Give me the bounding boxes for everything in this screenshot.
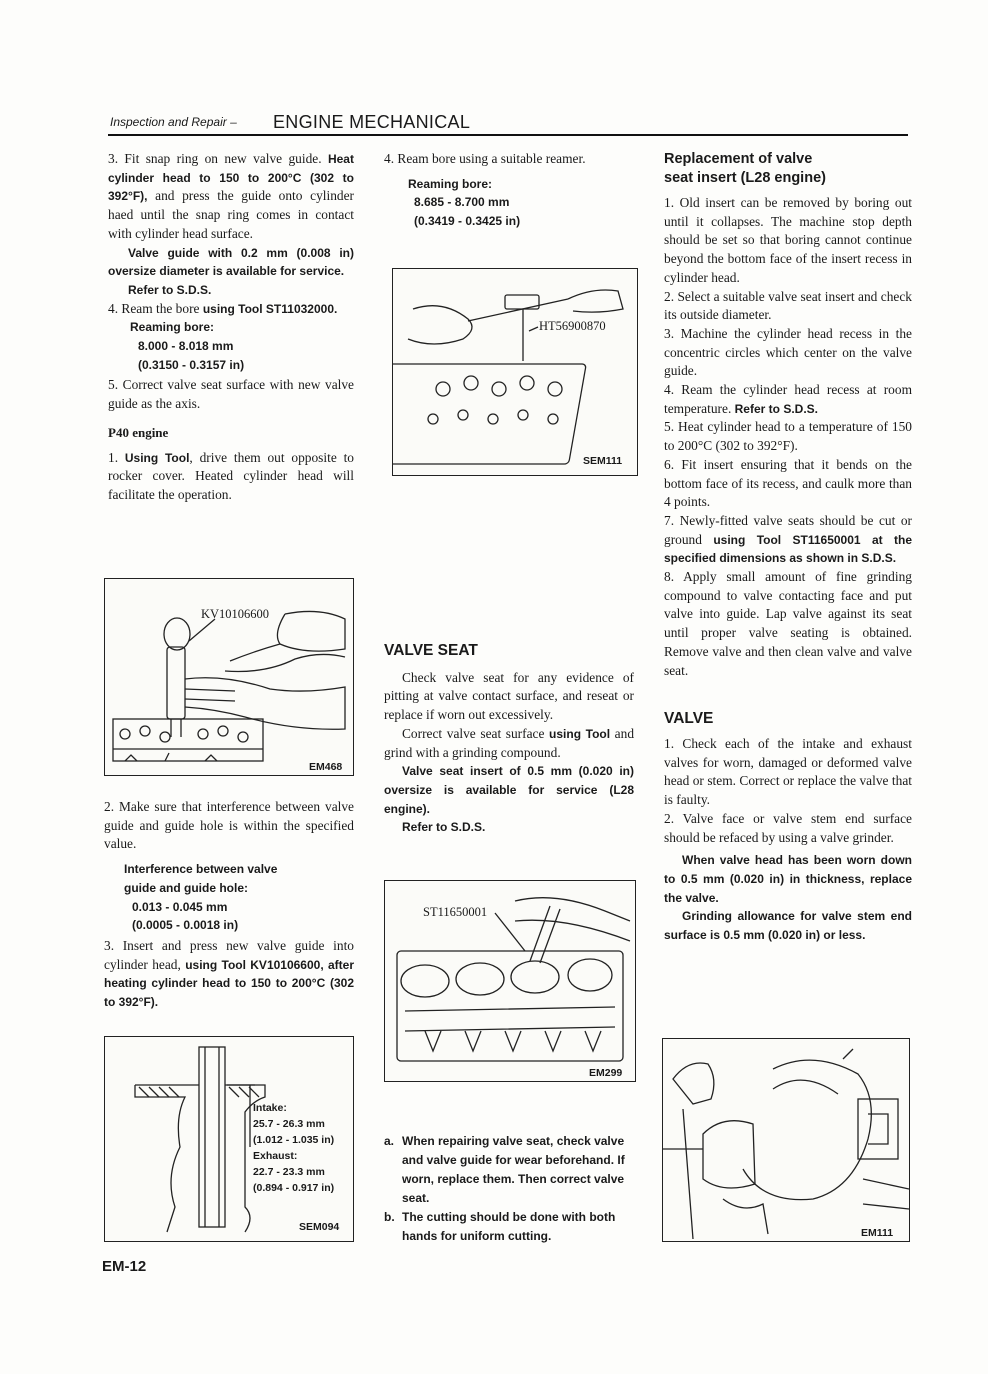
column-1-top: [108, 150, 354, 505]
fig2-exhaust-label: Exhaust:: [253, 1150, 298, 1162]
section-label: Inspection and Repair –: [110, 115, 237, 129]
fig4-tool-label: ST11650001: [423, 905, 488, 919]
step-2-interference: 2. Make sure that interference between valve guide and guide hole is within the specified value.: [104, 799, 354, 852]
r-step-4: 4. Ream the cylinder head recess at room temperature. Refer to S.D.S.: [664, 382, 912, 416]
column-1-middle: [104, 798, 354, 1012]
r-step-8: 8. Apply small amount of fine grinding compound to valve contacting face and put valve into guide. Lap valve against its seat until proper valve seating is obtained. Remove valve and then clean valve and valve seat.: [664, 569, 912, 678]
interference-label-1: Interference between valve: [124, 862, 278, 877]
page-header: [108, 108, 908, 136]
fig3-code: SEM111: [583, 455, 623, 467]
r-step-3: 3. Machine the cylinder head recess in the concentric circles which center on the valve guide.: [664, 325, 912, 379]
vs-oversize-note: Valve seat insert of 0.5 mm (0.020 in) oversize is available for service (L28 engine).: [384, 764, 634, 816]
fig5-code: EM111: [861, 1227, 894, 1239]
page-number: EM-12: [102, 1258, 147, 1275]
valve-seat-heading: VALVE SEAT: [384, 642, 478, 659]
v-grind-allowance: Grinding allowance for valve stem end surface is 0.5 mm (0.020 in) or less.: [664, 909, 912, 943]
fig1-tool-label: KV10106600: [201, 607, 270, 621]
v-warning: When valve head has been worn down to 0.5 mm (0.020 in) in thickness, replace the valve.: [664, 853, 912, 905]
note-b-text: The cutting should be done with both hands for uniform cutting.: [402, 1210, 616, 1243]
v-step-2: 2. Valve face or valve stem end surface should be refaced by using a valve grinder.: [664, 810, 912, 845]
interference-label-2: guide and guide hole:: [124, 880, 248, 895]
note-a-text: When repairing valve seat, check valve and valve guide for wear beforehand. If worn, replace them. Then correct valve seat.: [402, 1134, 625, 1205]
interference-mm: 0.013 - 0.045 mm: [132, 899, 228, 914]
reaming-bore-in: (0.3150 - 0.3157 in): [138, 357, 245, 372]
c2-reaming-mm: 8.685 - 8.700 mm: [414, 195, 510, 210]
note-b: [384, 1208, 634, 1246]
chapter-title: ENGINE MECHANICAL: [273, 112, 471, 132]
r-step-6: 6. Fit insert ensuring that it bends on the bottom face of its recess, and caulk more than 4 points.: [664, 456, 912, 510]
fig2-intake-label: Intake:: [253, 1102, 287, 1114]
fig2-exhaust-mm: 22.7 - 23.3 mm: [253, 1166, 325, 1178]
step-4-ream: 4. Ream the bore using Tool ST11032000.: [108, 300, 338, 316]
note-a-mark: a.: [384, 1134, 395, 1148]
step-4-ream-p40: 4. Ream bore using a suitable reamer.: [384, 151, 586, 166]
figure-reamer-tool: [392, 268, 638, 476]
fig2-code: SEM094: [299, 1221, 340, 1233]
r-step-1: 1. Old insert can be removed by boring out until it collapses. The machine stop depth should be set so that boring cannot continue beyond the bottom face of the insert recess in cylinder head.: [664, 195, 912, 285]
replacement-heading-line2: seat insert (L28 engine): [664, 170, 826, 186]
interference-in: (0.0005 - 0.0018 in): [132, 918, 239, 933]
column-2-top: [384, 150, 634, 231]
figure-drift-tool: [104, 578, 354, 776]
column-2-valve-seat: [384, 642, 634, 837]
figure-seat-cutter: [384, 880, 636, 1082]
valve-heading: VALVE: [664, 710, 714, 728]
fig1-code: EM468: [309, 761, 343, 773]
figure-valve-grinder: [662, 1038, 910, 1242]
reaming-bore-label: Reaming bore:: [130, 320, 215, 335]
fig2-intake-mm: 25.7 - 26.3 mm: [253, 1118, 325, 1130]
fig2-intake-in: (1.012 - 1.035 in): [253, 1134, 335, 1146]
refer-sds-1: Refer to S.D.S.: [128, 282, 212, 297]
column-3: [664, 150, 912, 945]
figure-guide-height: [104, 1036, 354, 1242]
r-step-2: 2. Select a suitable valve seat insert and check its outside diameter.: [664, 288, 912, 323]
reaming-bore-mm: 8.000 - 8.018 mm: [138, 339, 234, 354]
step-5-correct-seat: 5. Correct valve seat surface with new valve guide as the axis.: [108, 377, 354, 412]
fig2-exhaust-in: (0.894 - 0.917 in): [253, 1182, 335, 1194]
vs-refer-sds: Refer to S.D.S.: [402, 820, 486, 835]
c2-reaming-label: Reaming bore:: [408, 176, 493, 191]
fig3-tool-label: HT56900870: [539, 319, 606, 333]
r-step-5: 5. Heat cylinder head to a temperature of 150 to 200°C (302 to 392°F).: [664, 419, 912, 454]
step-3-insert-guide: 3. Insert and press new valve guide into cylinder head, using Tool KV10106600, after heating cylinder head to 150 to 200°C (302 to 392°F).: [104, 937, 354, 1010]
p40-step-1: 1. Using Tool, drive them out opposite to rocker cover. Heated cylinder head will facilitate the operation.: [108, 449, 354, 502]
c2-reaming-in: (0.3419 - 0.3425 in): [414, 214, 521, 229]
replacement-heading-line1: Replacement of valve: [664, 151, 813, 167]
p40-heading: P40 engine: [108, 424, 169, 440]
step-3-fit-snap-ring: 3. Fit snap ring on new valve guide. Heat cylinder head to 150 to 200°C (302 to 392°F), and press the guide onto cylinder haed until the snap ring comes in contact with cylinder head surface.: [108, 151, 354, 241]
vs-correct-para: Correct valve seat surface using Tool and grind with a grinding compound.: [384, 725, 635, 760]
vs-check-para: Check valve seat for any evidence of pitting at valve contact surface, and reseat or replace if worn out excessively.: [384, 669, 634, 723]
note-b-mark: b.: [384, 1210, 395, 1224]
v-step-1: 1. Check each of the intake and exhaust valves for worn, damaged or deformed valve head or stem. Correct or replace the valve that is faulty.: [664, 735, 912, 808]
r-step-7: 7. Newly-fitted valve seats should be cut or ground using Tool ST11650001 at the specified dimensions as shown in S.D.S.: [664, 512, 912, 566]
note-a: [384, 1132, 634, 1208]
guide-oversize-note: Valve guide with 0.2 mm (0.008 in) oversize diameter is available for service.: [108, 245, 354, 279]
fig4-code: EM299: [589, 1067, 623, 1079]
